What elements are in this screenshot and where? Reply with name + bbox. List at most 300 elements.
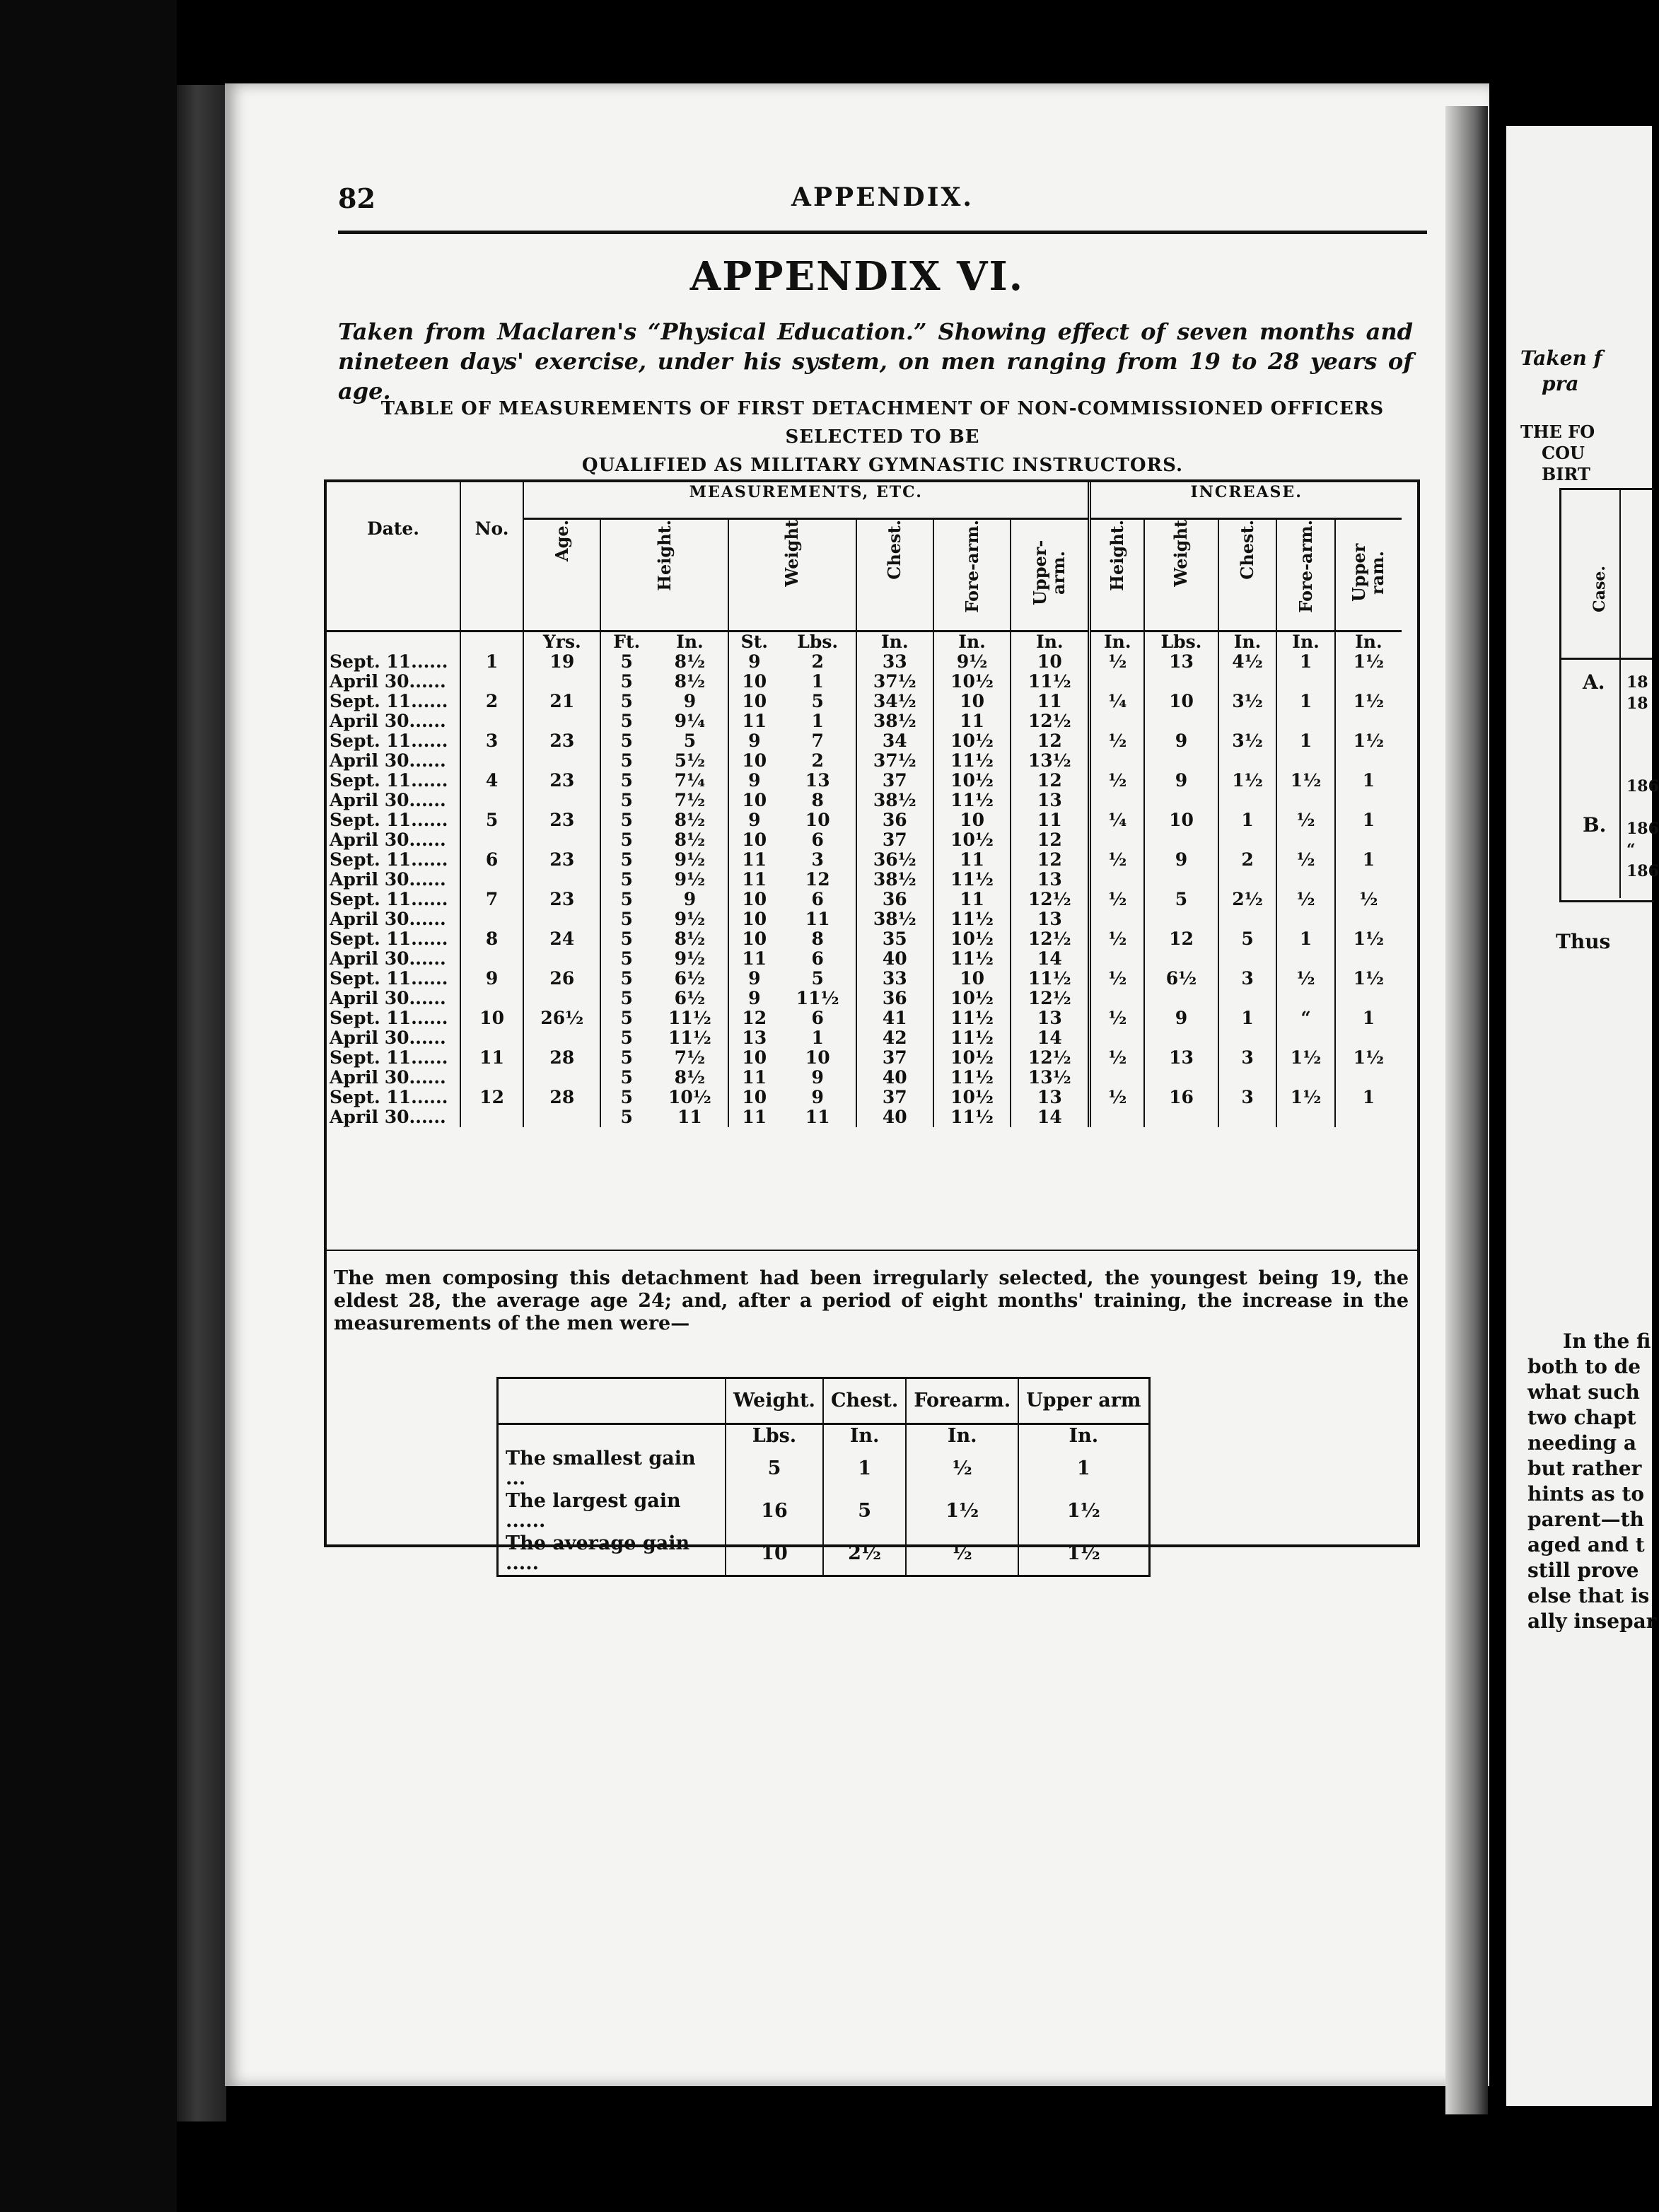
cell-ft: 5 bbox=[600, 1088, 652, 1107]
cell-iw bbox=[1144, 751, 1218, 771]
gain-value: 1½ bbox=[906, 1490, 1018, 1532]
cell-date: April 30...... bbox=[330, 790, 446, 810]
left-page bbox=[225, 83, 1489, 2086]
group-header-measurements: MEASUREMENTS, ETC. bbox=[523, 482, 1090, 519]
col-forearm: Fore-arm. bbox=[961, 520, 982, 613]
cell-ft: 5 bbox=[600, 652, 652, 672]
cell-iw: 10 bbox=[1144, 692, 1218, 711]
cell-ih: ¼ bbox=[1090, 810, 1144, 830]
cell-iu bbox=[1335, 1068, 1402, 1088]
right-col-case: Case. bbox=[1590, 566, 1609, 612]
cell-ic bbox=[1218, 672, 1277, 692]
intro-text: Taken from Maclaren's “Physical Education.” Showing effect of seven months and nineteen days' exercise, under his system, on men ranging from 19 to 28 years of age. bbox=[338, 318, 1413, 404]
cell-date: Sept. 11...... bbox=[330, 1087, 448, 1107]
cell-st: 9 bbox=[728, 810, 780, 830]
cell-chest: 38½ bbox=[856, 791, 933, 810]
group-header-increase: INCREASE. bbox=[1090, 482, 1402, 519]
col-inc-weight: Weight bbox=[1170, 520, 1192, 587]
cell-ih: ½ bbox=[1090, 1048, 1144, 1068]
cell-in: 9½ bbox=[674, 948, 706, 969]
cell-ic bbox=[1218, 1068, 1277, 1088]
right-thus: Thus bbox=[1556, 930, 1611, 953]
right-paragraph-line: both to de bbox=[1527, 1355, 1641, 1378]
cell-in: 9½ bbox=[674, 849, 706, 870]
table-row bbox=[327, 989, 1402, 1008]
cell-if bbox=[1276, 751, 1335, 771]
cell-ih bbox=[1090, 672, 1144, 692]
book-spine bbox=[177, 85, 226, 2121]
right-paragraph-line: In the fi bbox=[1563, 1329, 1651, 1353]
cell-forearm: 11½ bbox=[933, 949, 1011, 969]
cell-if: 1 bbox=[1276, 652, 1335, 672]
cell-ih: ½ bbox=[1090, 969, 1144, 989]
cell-lbs: 10 bbox=[805, 1047, 830, 1068]
cell-ih: ¼ bbox=[1090, 692, 1144, 711]
right-year: 186 bbox=[1626, 777, 1659, 796]
cell-ft: 5 bbox=[600, 850, 652, 870]
cell-forearm: 10½ bbox=[933, 929, 1011, 949]
cell-age: 26 bbox=[523, 969, 600, 989]
cell-upperarm: 13 bbox=[1011, 791, 1090, 810]
cell-ih: ½ bbox=[1090, 731, 1144, 751]
cell-forearm: 11 bbox=[933, 890, 1011, 909]
cell-in: 6½ bbox=[674, 968, 706, 989]
cell-st: 10 bbox=[728, 929, 780, 949]
cell-ih bbox=[1090, 1107, 1144, 1127]
cell-ft: 5 bbox=[600, 1008, 652, 1028]
film-border bbox=[0, 0, 177, 2212]
cell-upperarm: 11½ bbox=[1011, 969, 1090, 989]
cell-lbs: 13 bbox=[805, 770, 830, 791]
cell-chest: 41 bbox=[856, 1008, 933, 1028]
table-row bbox=[327, 791, 1402, 810]
cell-chest: 42 bbox=[856, 1028, 933, 1048]
cell-ft: 5 bbox=[600, 969, 652, 989]
cell-ft: 5 bbox=[600, 771, 652, 791]
cell-in: 11 bbox=[677, 1107, 702, 1127]
cell-upperarm: 14 bbox=[1011, 1107, 1090, 1127]
cell-age bbox=[523, 830, 600, 850]
right-caption-line: COU bbox=[1542, 443, 1585, 463]
cell-ih: ½ bbox=[1090, 652, 1144, 672]
right-year: “ bbox=[1626, 841, 1636, 859]
cell-date: April 30...... bbox=[330, 909, 446, 929]
unit: St. bbox=[728, 631, 780, 653]
cell-age bbox=[523, 1107, 600, 1127]
cell-in: 7½ bbox=[674, 790, 706, 810]
cell-age bbox=[523, 949, 600, 969]
gain-unit: In. bbox=[1018, 1424, 1149, 1448]
right-caption-line: BIRT bbox=[1542, 464, 1590, 484]
col-inc-chest: Chest. bbox=[1237, 520, 1258, 580]
cell-lbs: 1 bbox=[811, 1028, 824, 1048]
cell-age: 24 bbox=[523, 929, 600, 949]
cell-ft: 5 bbox=[600, 929, 652, 949]
table-row bbox=[327, 1088, 1402, 1107]
cell-upperarm: 12½ bbox=[1011, 989, 1090, 1008]
cell-chest: 33 bbox=[856, 652, 933, 672]
right-paragraph-line: two chapt bbox=[1527, 1406, 1636, 1429]
cell-chest: 37 bbox=[856, 771, 933, 791]
gain-value: 1½ bbox=[1018, 1490, 1149, 1532]
cell-ih bbox=[1090, 1068, 1144, 1088]
cell-st: 11 bbox=[728, 850, 780, 870]
col-age: Age. bbox=[551, 520, 572, 562]
cell-date: Sept. 11...... bbox=[330, 651, 448, 672]
cell-iu: 1½ bbox=[1335, 969, 1402, 989]
cell-ft: 5 bbox=[600, 1068, 652, 1088]
measurement-table bbox=[327, 482, 1402, 1127]
cell-age: 28 bbox=[523, 1048, 600, 1068]
running-title: APPENDIX. bbox=[791, 182, 974, 212]
cell-no bbox=[460, 711, 523, 731]
cell-date: Sept. 11...... bbox=[330, 968, 448, 989]
cell-upperarm: 13 bbox=[1011, 909, 1090, 929]
cell-iu bbox=[1335, 830, 1402, 850]
cell-upperarm: 11½ bbox=[1011, 672, 1090, 692]
right-year: 18 bbox=[1626, 694, 1648, 713]
cell-iw bbox=[1144, 791, 1218, 810]
right-year: 18 bbox=[1626, 673, 1648, 692]
cell-date: Sept. 11...... bbox=[330, 770, 448, 791]
right-table-rule bbox=[1559, 658, 1652, 660]
cell-upperarm: 14 bbox=[1011, 949, 1090, 969]
cell-lbs: 8 bbox=[811, 929, 824, 949]
cell-in: 5 bbox=[683, 730, 697, 751]
col-date: Date. bbox=[366, 518, 420, 539]
cell-lbs: 6 bbox=[811, 830, 824, 850]
right-heading-line: Taken f bbox=[1520, 347, 1602, 370]
right-paragraph-line: ally insepar bbox=[1527, 1609, 1657, 1633]
cell-ih bbox=[1090, 830, 1144, 850]
unit: Ft. bbox=[600, 631, 652, 653]
cell-date: Sept. 11...... bbox=[330, 1047, 448, 1068]
cell-iu bbox=[1335, 1028, 1402, 1048]
cell-st: 11 bbox=[728, 949, 780, 969]
cell-forearm: 11½ bbox=[933, 870, 1011, 890]
cell-iw bbox=[1144, 989, 1218, 1008]
cell-age bbox=[523, 1068, 600, 1088]
cell-if bbox=[1276, 1028, 1335, 1048]
cell-ft: 5 bbox=[600, 672, 652, 692]
cell-ih bbox=[1090, 711, 1144, 731]
cell-iw bbox=[1144, 870, 1218, 890]
cell-iu: 1 bbox=[1335, 810, 1402, 830]
cell-date: Sept. 11...... bbox=[330, 691, 448, 711]
cell-iu bbox=[1335, 791, 1402, 810]
cell-ic bbox=[1218, 1028, 1277, 1048]
right-heading-line: pra bbox=[1542, 372, 1579, 395]
cell-lbs: 1 bbox=[811, 711, 824, 731]
table-row bbox=[327, 909, 1402, 929]
cell-forearm: 11½ bbox=[933, 1008, 1011, 1028]
cell-forearm: 11 bbox=[933, 711, 1011, 731]
cell-upperarm: 13 bbox=[1011, 870, 1090, 890]
unit: In. bbox=[1276, 631, 1335, 653]
cell-ih: ½ bbox=[1090, 850, 1144, 870]
cell-iw: 9 bbox=[1144, 771, 1218, 791]
col-no: No. bbox=[460, 519, 523, 631]
right-paragraph-line: else that is bbox=[1527, 1584, 1650, 1607]
cell-iu: 1½ bbox=[1335, 731, 1402, 751]
cell-ic bbox=[1218, 989, 1277, 1008]
cell-forearm: 11½ bbox=[933, 909, 1011, 929]
gain-value: 1½ bbox=[1018, 1532, 1149, 1576]
unit: In. bbox=[1090, 631, 1144, 653]
cell-in: 8½ bbox=[674, 830, 706, 850]
cell-if: “ bbox=[1276, 1008, 1335, 1028]
cell-iu: 1 bbox=[1335, 771, 1402, 791]
cell-no: 11 bbox=[460, 1048, 523, 1068]
right-paragraph-line: hints as to bbox=[1527, 1482, 1645, 1506]
header-rule bbox=[338, 231, 1427, 234]
running-head bbox=[338, 182, 1427, 225]
measurement-table-box bbox=[324, 479, 1420, 1574]
cell-ih bbox=[1090, 909, 1144, 929]
cell-ft: 5 bbox=[600, 711, 652, 731]
cell-iu bbox=[1335, 949, 1402, 969]
cell-ih: ½ bbox=[1090, 890, 1144, 909]
cell-if bbox=[1276, 1068, 1335, 1088]
cell-iw: 6½ bbox=[1144, 969, 1218, 989]
cell-iw bbox=[1144, 1068, 1218, 1088]
cell-age bbox=[523, 672, 600, 692]
cell-lbs: 5 bbox=[811, 691, 824, 711]
gain-unit: Lbs. bbox=[726, 1424, 823, 1448]
cell-no bbox=[460, 1068, 523, 1088]
cell-forearm: 10 bbox=[933, 969, 1011, 989]
cell-iu: 1 bbox=[1335, 1008, 1402, 1028]
cell-ic bbox=[1218, 909, 1277, 929]
cell-iw: 13 bbox=[1144, 652, 1218, 672]
cell-st: 10 bbox=[728, 830, 780, 850]
cell-in: 8½ bbox=[674, 1067, 706, 1088]
table-row bbox=[327, 1048, 1402, 1068]
cell-st: 13 bbox=[728, 1028, 780, 1048]
cell-no bbox=[460, 989, 523, 1008]
cell-ft: 5 bbox=[600, 731, 652, 751]
cell-no bbox=[460, 791, 523, 810]
cell-ic: 3 bbox=[1218, 969, 1277, 989]
cell-in: 7¼ bbox=[674, 770, 706, 791]
table-row bbox=[327, 810, 1402, 830]
cell-forearm: 10½ bbox=[933, 989, 1011, 1008]
cell-ft: 5 bbox=[600, 1028, 652, 1048]
cell-no bbox=[460, 830, 523, 850]
cell-ft: 5 bbox=[600, 989, 652, 1008]
cell-ic bbox=[1218, 791, 1277, 810]
cell-iw: 10 bbox=[1144, 810, 1218, 830]
cell-age bbox=[523, 711, 600, 731]
cell-ih bbox=[1090, 989, 1144, 1008]
table-row bbox=[327, 949, 1402, 969]
cell-no: 4 bbox=[460, 771, 523, 791]
cell-in: 6½ bbox=[674, 988, 706, 1008]
cell-lbs: 11 bbox=[805, 909, 830, 929]
table-row bbox=[327, 969, 1402, 989]
cell-age: 19 bbox=[523, 652, 600, 672]
cell-ic: 3½ bbox=[1218, 692, 1277, 711]
cell-if: 1 bbox=[1276, 929, 1335, 949]
cell-ic bbox=[1218, 1107, 1277, 1127]
cell-lbs: 1 bbox=[811, 671, 824, 692]
table-row bbox=[327, 870, 1402, 890]
cell-in: 9½ bbox=[674, 869, 706, 890]
gain-col-upperarm: Upper arm bbox=[1018, 1378, 1149, 1424]
cell-age: 23 bbox=[523, 771, 600, 791]
cell-no: 5 bbox=[460, 810, 523, 830]
cell-if bbox=[1276, 870, 1335, 890]
table-row bbox=[327, 771, 1402, 791]
cell-st: 9 bbox=[728, 969, 780, 989]
gain-table bbox=[496, 1377, 1151, 1577]
cell-no: 1 bbox=[460, 652, 523, 672]
cell-no: 3 bbox=[460, 731, 523, 751]
cell-in: 8½ bbox=[674, 810, 706, 830]
cell-forearm: 11 bbox=[933, 850, 1011, 870]
gain-row-label: The smallest gain ... bbox=[506, 1448, 696, 1489]
cell-no: 6 bbox=[460, 850, 523, 870]
cell-lbs: 3 bbox=[811, 849, 824, 870]
right-paragraph-line: parent—th bbox=[1527, 1508, 1644, 1531]
cell-ic: 3 bbox=[1218, 1088, 1277, 1107]
cell-ic: 2 bbox=[1218, 850, 1277, 870]
cell-st: 10 bbox=[728, 692, 780, 711]
cell-if bbox=[1276, 791, 1335, 810]
cell-lbs: 6 bbox=[811, 948, 824, 969]
cell-no: 7 bbox=[460, 890, 523, 909]
cell-in: 11½ bbox=[668, 1028, 711, 1048]
cell-ft: 5 bbox=[600, 909, 652, 929]
cell-age bbox=[523, 751, 600, 771]
cell-ic: 3½ bbox=[1218, 731, 1277, 751]
cell-upperarm: 12½ bbox=[1011, 890, 1090, 909]
cell-iw: 12 bbox=[1144, 929, 1218, 949]
gain-value: 10 bbox=[726, 1532, 823, 1576]
cell-lbs: 11 bbox=[805, 1107, 830, 1127]
table-row bbox=[327, 751, 1402, 771]
cell-st: 12 bbox=[728, 1008, 780, 1028]
cell-date: April 30...... bbox=[330, 1107, 446, 1127]
cell-age: 21 bbox=[523, 692, 600, 711]
gain-value: 16 bbox=[726, 1490, 823, 1532]
cell-ic: 1 bbox=[1218, 810, 1277, 830]
cell-chest: 38½ bbox=[856, 711, 933, 731]
cell-date: Sept. 11...... bbox=[330, 730, 448, 751]
table-caption-line-1: TABLE OF MEASUREMENTS OF FIRST DETACHMENT OF NON-COMMISSIONED OFFICERS SELECTED TO BE bbox=[380, 398, 1385, 448]
cell-forearm: 10½ bbox=[933, 771, 1011, 791]
cell-iu bbox=[1335, 1107, 1402, 1127]
right-table-frame bbox=[1559, 488, 1654, 902]
cell-st: 11 bbox=[728, 870, 780, 890]
right-case-b: B. bbox=[1583, 813, 1607, 837]
cell-date: April 30...... bbox=[330, 671, 446, 692]
cell-no: 8 bbox=[460, 929, 523, 949]
right-year: 186 bbox=[1626, 862, 1659, 880]
gain-col-chest: Chest. bbox=[823, 1378, 906, 1424]
cell-iu: ½ bbox=[1335, 890, 1402, 909]
cell-iu: 1½ bbox=[1335, 692, 1402, 711]
cell-upperarm: 12½ bbox=[1011, 1048, 1090, 1068]
cell-age: 23 bbox=[523, 850, 600, 870]
cell-ih bbox=[1090, 949, 1144, 969]
cell-iu bbox=[1335, 711, 1402, 731]
col-inc-forearm: Fore-arm. bbox=[1295, 520, 1316, 613]
cell-age: 26½ bbox=[523, 1008, 600, 1028]
cell-if: 1 bbox=[1276, 692, 1335, 711]
cell-lbs: 8 bbox=[811, 790, 824, 810]
cell-ih: ½ bbox=[1090, 929, 1144, 949]
right-paragraph-line: needing a bbox=[1527, 1431, 1637, 1455]
cell-forearm: 10½ bbox=[933, 731, 1011, 751]
cell-lbs: 5 bbox=[811, 968, 824, 989]
right-paragraph-line: aged and t bbox=[1527, 1533, 1645, 1556]
cell-ih bbox=[1090, 1028, 1144, 1048]
table-row bbox=[327, 692, 1402, 711]
unit: In. bbox=[1335, 631, 1402, 653]
cell-age bbox=[523, 989, 600, 1008]
table-row bbox=[327, 731, 1402, 751]
col-inc-upperarm: Upper ram. bbox=[1349, 543, 1388, 603]
cell-if: 1½ bbox=[1276, 1088, 1335, 1107]
cell-date: April 30...... bbox=[330, 869, 446, 890]
cell-chest: 38½ bbox=[856, 909, 933, 929]
cell-in: 9 bbox=[683, 691, 697, 711]
cell-st: 10 bbox=[728, 751, 780, 771]
cell-chest: 40 bbox=[856, 1107, 933, 1127]
cell-in: 8½ bbox=[674, 651, 706, 672]
cell-chest: 34½ bbox=[856, 692, 933, 711]
cell-if bbox=[1276, 830, 1335, 850]
gain-value: 5 bbox=[823, 1490, 906, 1532]
cell-date: Sept. 11...... bbox=[330, 889, 448, 909]
cell-iw: 9 bbox=[1144, 1008, 1218, 1028]
cell-lbs: 2 bbox=[811, 651, 824, 672]
cell-lbs: 2 bbox=[811, 750, 824, 771]
cell-st: 9 bbox=[728, 989, 780, 1008]
cell-no bbox=[460, 751, 523, 771]
cell-upperarm: 13 bbox=[1011, 1088, 1090, 1107]
cell-iw bbox=[1144, 830, 1218, 850]
table-row bbox=[327, 711, 1402, 731]
cell-ft: 5 bbox=[600, 949, 652, 969]
cell-in: 9¼ bbox=[674, 711, 706, 731]
cell-chest: 33 bbox=[856, 969, 933, 989]
cell-lbs: 6 bbox=[811, 1008, 824, 1028]
cell-st: 9 bbox=[728, 652, 780, 672]
cell-upperarm: 13½ bbox=[1011, 751, 1090, 771]
cell-st: 9 bbox=[728, 731, 780, 751]
cell-upperarm: 14 bbox=[1011, 1028, 1090, 1048]
cell-date: Sept. 11...... bbox=[330, 1008, 448, 1028]
cell-chest: 37 bbox=[856, 1088, 933, 1107]
cell-date: April 30...... bbox=[330, 711, 446, 731]
cell-upperarm: 10 bbox=[1011, 652, 1090, 672]
cell-in: 5½ bbox=[674, 750, 706, 771]
gain-col-forearm: Forearm. bbox=[906, 1378, 1018, 1424]
gain-row-label: The average gain ..... bbox=[506, 1532, 690, 1574]
cell-ih bbox=[1090, 751, 1144, 771]
cell-chest: 36½ bbox=[856, 850, 933, 870]
cell-date: April 30...... bbox=[330, 1067, 446, 1088]
cell-ft: 5 bbox=[600, 751, 652, 771]
cell-st: 10 bbox=[728, 672, 780, 692]
cell-in: 9 bbox=[683, 889, 697, 909]
cell-chest: 37½ bbox=[856, 751, 933, 771]
cell-ic bbox=[1218, 949, 1277, 969]
gain-value: 5 bbox=[726, 1448, 823, 1490]
cell-iw bbox=[1144, 711, 1218, 731]
